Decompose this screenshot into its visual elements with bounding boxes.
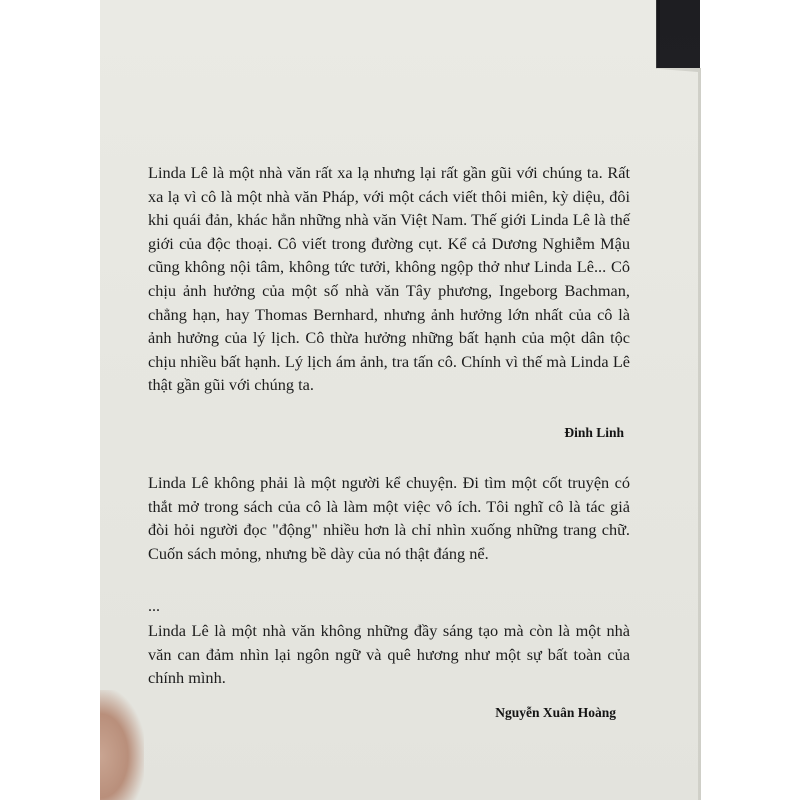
review-passage-dinh-linh: Linda Lê là một nhà văn rất xa lạ nhưng lại rất gần gũi với chúng ta. Rất xa lạ vì cô là một nhà văn Pháp, với một cách viết thôi miên, kỳ diệu, đôi khi quái đản, khác hẳn những nhà văn Việt Nam. Thế giới Linda Lê là thế giới của độc thoại. Cô viết trong đường cụt. Kể cả Dương Nghiễm Mậu cũng không nội tâm, không tức tưởi, không ngộp thở như Linda Lê... Cô chịu ảnh hưởng của một số nhà văn Tây phương, Ingeborg Bachman, chẳng hạn, hay Thomas Bernhard, nhưng ảnh hưởng lớn nhất của cô là ảnh hưởng của lý lịch. Cô thừa hưởng những bất hạnh của một dân tộc chịu nhiều bất hạnh. Lý lịch ám ảnh, tra tấn cô. Chính vì thế mà Linda Lê thật gần gũi với chúng ta. [148, 163, 630, 395]
passage-ellipsis: ... [148, 598, 160, 615]
review-passage-nguyen-xuan-hoang: Linda Lê không phải là một người kể chuyện. Đi tìm một cốt truyện có thắt mở trong sách của cô là làm một việc vô ích. Tôi nghĩ cô là tác giả đòi hỏi người đọc "động" nhiều hơn là chỉ nhìn xuống những trang chữ. Cuốn sách mỏng, nhưng bề dày của nó thật đáng nể. [148, 473, 630, 563]
review-passage-continuation: Linda Lê là một nhà văn không những đầy sáng tạo mà còn là một nhà văn can đảm nhìn lại ngôn ngữ và quê hương như một sự bất toàn của chính mình. [148, 621, 630, 688]
review-author-nguyen-xuan-hoang: Nguyễn Xuân Hoàng [495, 705, 616, 720]
review-author-dinh-linh: Đinh Linh [564, 425, 624, 440]
thumb-in-frame [100, 690, 144, 800]
